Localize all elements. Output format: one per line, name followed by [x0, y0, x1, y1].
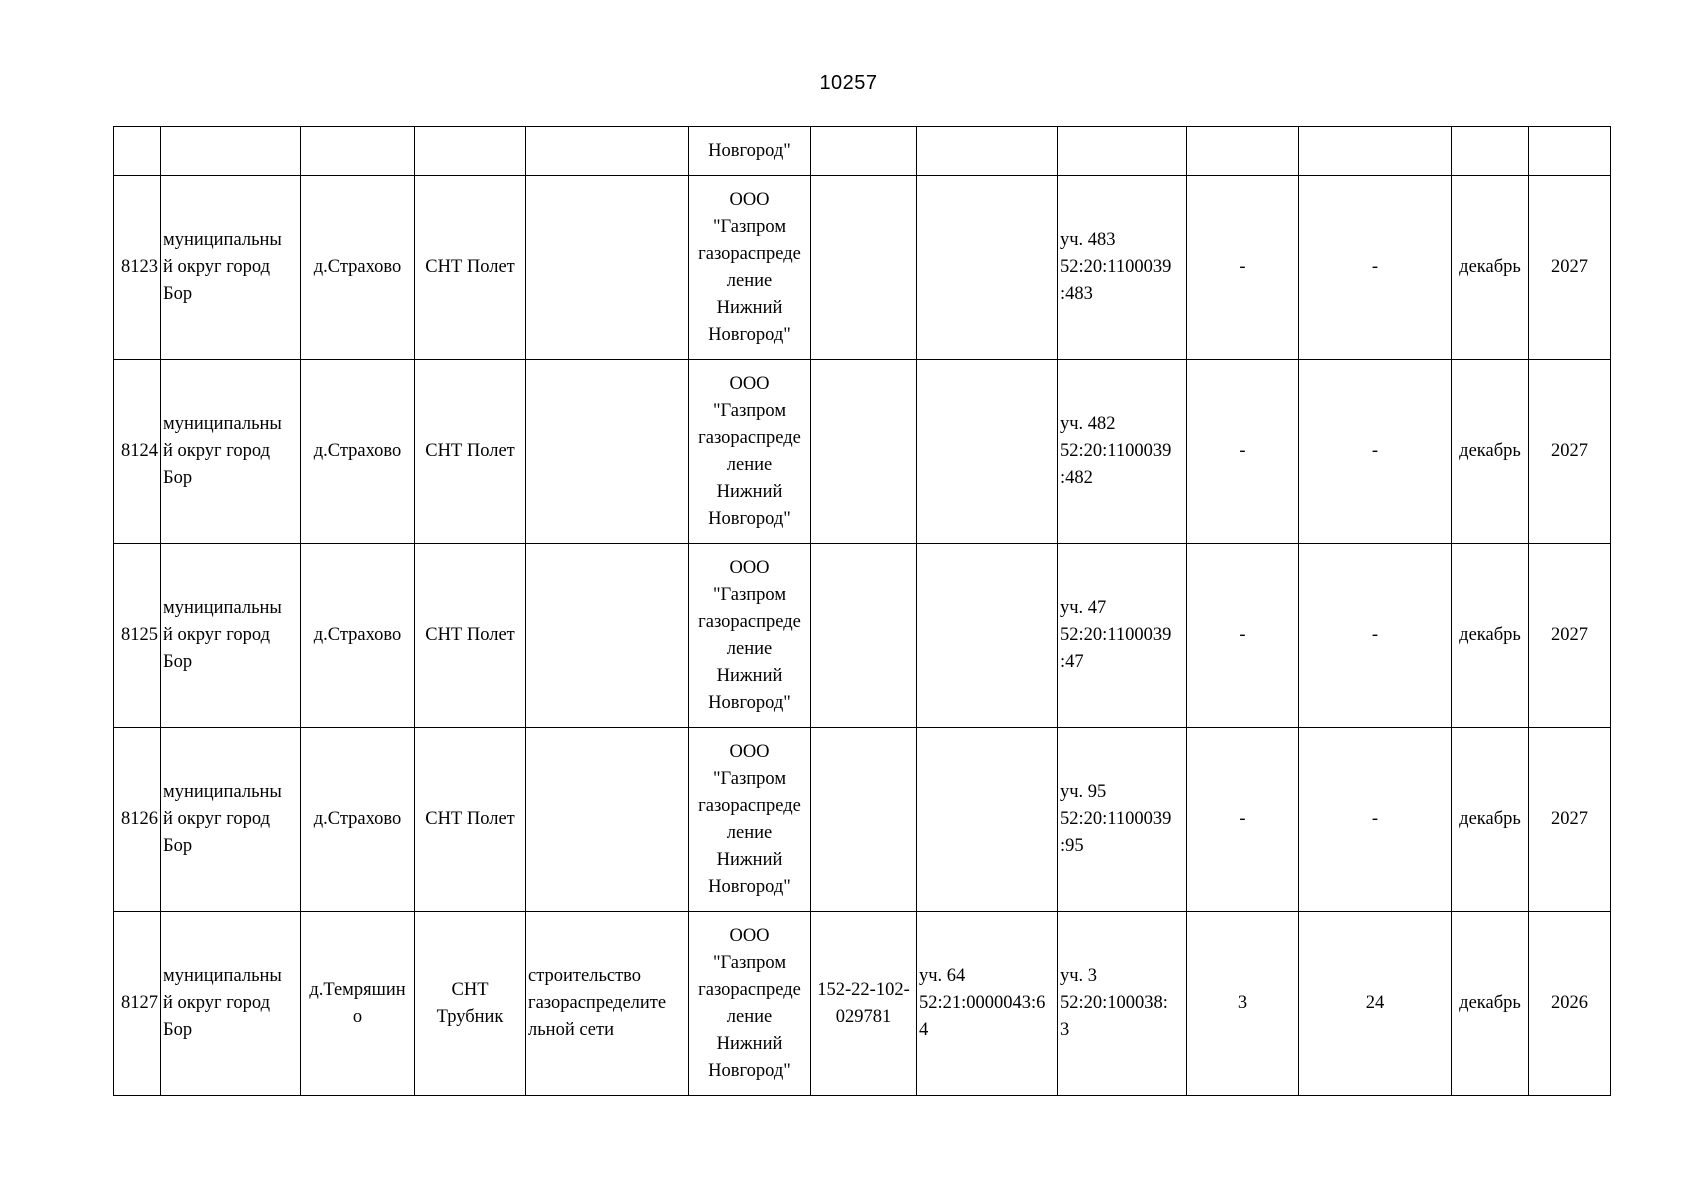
cell-value-b	[1299, 127, 1452, 176]
cell-village	[301, 127, 415, 176]
cell-source-plot	[917, 544, 1058, 728]
cell-num	[114, 728, 161, 912]
snt-line: СНТ Полет	[425, 441, 515, 461]
cell-year	[1529, 728, 1611, 912]
value-b: -	[1371, 809, 1379, 829]
cell-reg-number	[811, 127, 917, 176]
year: 2027	[1551, 809, 1588, 829]
owner-line: ООО	[729, 189, 770, 210]
cell-purpose	[526, 176, 689, 360]
cell-source-plot	[917, 360, 1058, 544]
village-line: д.Страхово	[313, 809, 402, 829]
cell-value-a	[1187, 127, 1299, 176]
registry-table	[113, 126, 1611, 1096]
owner-line: газораспреде	[698, 979, 801, 1000]
municipality-line: й округ город	[163, 809, 270, 829]
cell-owner	[689, 127, 811, 176]
cell-municipality	[161, 912, 301, 1096]
cell-month	[1452, 176, 1529, 360]
cell-source-plot	[917, 912, 1058, 1096]
source-plot-line: 52:21:0000043:6	[919, 993, 1046, 1013]
target-plot-line: уч. 47	[1060, 598, 1107, 618]
snt-line: СНТ Полет	[425, 809, 515, 829]
village-line: д.Страхово	[313, 625, 402, 645]
cell-snt	[415, 544, 526, 728]
cell-snt	[415, 360, 526, 544]
target-plot-line: :47	[1060, 652, 1084, 672]
owner-line: ление	[726, 270, 773, 291]
table-row	[114, 544, 1611, 728]
target-plot-line: уч. 483	[1060, 230, 1116, 250]
month: декабрь	[1459, 809, 1521, 829]
target-plot-line: :482	[1060, 468, 1093, 488]
municipality-line: муниципальны	[163, 230, 282, 250]
owner-line: ООО	[729, 557, 770, 578]
reg-number-line: 029781	[835, 1006, 892, 1027]
owner-line: газораспреде	[698, 611, 801, 632]
municipality-line: муниципальны	[163, 414, 282, 434]
municipality-line: Бор	[163, 284, 193, 304]
table-row	[114, 360, 1611, 544]
cell-target-plot	[1058, 912, 1187, 1096]
year: 2027	[1551, 625, 1588, 645]
cell-value-a	[1187, 544, 1299, 728]
purpose-line: льной сети	[528, 1020, 614, 1040]
cell-value-b	[1299, 728, 1452, 912]
cell-value-a	[1187, 728, 1299, 912]
cell-owner	[689, 176, 811, 360]
month: декабрь	[1459, 257, 1521, 277]
cell-num	[114, 912, 161, 1096]
owner-line: газораспреде	[698, 795, 801, 816]
cell-month	[1452, 127, 1529, 176]
owner-line: ление	[726, 1006, 773, 1027]
cell-purpose	[526, 912, 689, 1096]
owner-line: ление	[726, 638, 773, 659]
target-plot-line: 52:20:100038:	[1060, 993, 1168, 1013]
cell-municipality	[161, 544, 301, 728]
table-row	[114, 912, 1611, 1096]
owner-line: Нижний	[716, 481, 783, 502]
source-plot-line: 4	[919, 1020, 929, 1040]
month: декабрь	[1459, 993, 1521, 1013]
municipality-line: муниципальны	[163, 966, 282, 986]
value-a: -	[1239, 257, 1246, 277]
reg-number-line: 152-22-102-	[817, 979, 910, 1000]
municipality-line: муниципальны	[163, 598, 282, 618]
cell-reg-number	[811, 360, 917, 544]
cell-municipality	[161, 127, 301, 176]
cell-purpose	[526, 544, 689, 728]
cell-reg-number	[811, 176, 917, 360]
cell-snt	[415, 176, 526, 360]
row-number: 8127	[121, 993, 158, 1013]
cell-year	[1529, 544, 1611, 728]
cell-value-b	[1299, 912, 1452, 1096]
target-plot-line: 52:20:1100039	[1060, 625, 1172, 645]
municipality-line: й округ город	[163, 993, 270, 1013]
value-a: 3	[1237, 993, 1248, 1013]
target-plot-line: 3	[1060, 1020, 1070, 1040]
owner-line: ление	[726, 454, 773, 475]
cell-owner	[689, 728, 811, 912]
owner-tail: Новгород"	[708, 140, 791, 161]
cell-owner	[689, 544, 811, 728]
village-line: д.Страхово	[313, 441, 402, 461]
owner-line: "Газпром	[712, 952, 787, 973]
row-number: 8126	[121, 809, 158, 829]
cell-value-a	[1187, 360, 1299, 544]
cell-target-plot	[1058, 360, 1187, 544]
year: 2027	[1551, 441, 1588, 461]
snt-line: СНТ Полет	[425, 625, 515, 645]
cell-num	[114, 360, 161, 544]
table-row	[114, 728, 1611, 912]
value-b: -	[1371, 257, 1379, 277]
cell-village	[301, 544, 415, 728]
cell-snt	[415, 127, 526, 176]
table-row	[114, 176, 1611, 360]
target-plot-line: 52:20:1100039	[1060, 441, 1172, 461]
cell-village	[301, 176, 415, 360]
owner-line: ООО	[729, 741, 770, 762]
snt-line: Трубник	[436, 1006, 504, 1027]
village-line: о	[352, 1006, 363, 1027]
cell-owner	[689, 360, 811, 544]
owner-line: газораспреде	[698, 243, 801, 264]
owner-line: ление	[726, 822, 773, 843]
row-number: 8125	[121, 625, 158, 645]
cell-target-plot	[1058, 176, 1187, 360]
purpose-line: газораспределите	[528, 993, 667, 1013]
year: 2027	[1551, 257, 1588, 277]
owner-line: Нижний	[716, 1033, 783, 1054]
value-a: -	[1239, 809, 1246, 829]
month: декабрь	[1459, 625, 1521, 645]
village-line: д.Страхово	[313, 257, 402, 277]
source-plot-line: уч. 64	[919, 966, 966, 986]
municipality-line: Бор	[163, 468, 193, 488]
cell-source-plot	[917, 127, 1058, 176]
owner-line: ООО	[729, 925, 770, 946]
target-plot-line: уч. 3	[1060, 966, 1098, 986]
cell-num	[114, 127, 161, 176]
cell-purpose	[526, 360, 689, 544]
target-plot-line: :483	[1060, 284, 1093, 304]
cell-purpose	[526, 127, 689, 176]
village-line: д.Темряшин	[309, 979, 406, 1000]
cell-value-b	[1299, 544, 1452, 728]
cell-month	[1452, 912, 1529, 1096]
snt-line: СНТ Полет	[425, 257, 515, 277]
target-plot-line: уч. 482	[1060, 414, 1116, 434]
year: 2026	[1551, 993, 1588, 1013]
value-b: -	[1371, 441, 1379, 461]
continuation-row	[114, 127, 1611, 176]
municipality-line: Бор	[163, 836, 193, 856]
owner-line: Нижний	[716, 665, 783, 686]
cell-municipality	[161, 728, 301, 912]
snt-line: СНТ	[451, 979, 489, 1000]
cell-target-plot	[1058, 728, 1187, 912]
target-plot-line: 52:20:1100039	[1060, 257, 1172, 277]
cell-year	[1529, 360, 1611, 544]
owner-line: "Газпром	[712, 400, 787, 421]
target-plot-line: :95	[1060, 836, 1084, 856]
cell-village	[301, 728, 415, 912]
municipality-line: Бор	[163, 1020, 193, 1040]
owner-line: Новгород"	[708, 692, 791, 713]
owner-line: "Газпром	[712, 768, 787, 789]
owner-line: Новгород"	[708, 508, 791, 529]
cell-month	[1452, 544, 1529, 728]
cell-year	[1529, 912, 1611, 1096]
row-number: 8124	[121, 441, 158, 461]
owner-line: "Газпром	[712, 216, 787, 237]
cell-num	[114, 176, 161, 360]
cell-target-plot	[1058, 544, 1187, 728]
cell-source-plot	[917, 176, 1058, 360]
municipality-line: й округ город	[163, 625, 270, 645]
cell-source-plot	[917, 728, 1058, 912]
cell-value-b	[1299, 360, 1452, 544]
cell-value-b	[1299, 176, 1452, 360]
cell-reg-number	[811, 544, 917, 728]
cell-owner	[689, 912, 811, 1096]
municipality-line: муниципальны	[163, 782, 282, 802]
owner-line: ООО	[729, 373, 770, 394]
value-b: 24	[1365, 993, 1385, 1013]
cell-municipality	[161, 360, 301, 544]
value-b: -	[1371, 625, 1379, 645]
cell-village	[301, 360, 415, 544]
municipality-line: Бор	[163, 652, 193, 672]
value-a: -	[1239, 625, 1246, 645]
cell-reg-number	[811, 728, 917, 912]
cell-year	[1529, 176, 1611, 360]
owner-line: газораспреде	[698, 427, 801, 448]
cell-value-a	[1187, 912, 1299, 1096]
cell-num	[114, 544, 161, 728]
municipality-line: й округ город	[163, 441, 270, 461]
owner-line: "Газпром	[712, 584, 787, 605]
cell-value-a	[1187, 176, 1299, 360]
value-a: -	[1239, 441, 1246, 461]
target-plot-line: уч. 95	[1060, 782, 1107, 802]
purpose-line: строительство	[528, 966, 642, 986]
cell-reg-number	[811, 912, 917, 1096]
cell-month	[1452, 360, 1529, 544]
cell-month	[1452, 728, 1529, 912]
cell-year	[1529, 127, 1611, 176]
owner-line: Новгород"	[708, 1060, 791, 1081]
owner-line: Новгород"	[708, 324, 791, 345]
owner-line: Новгород"	[708, 876, 791, 897]
municipality-line: й округ город	[163, 257, 270, 277]
page-number: 10257	[819, 72, 878, 94]
target-plot-line: 52:20:1100039	[1060, 809, 1172, 829]
cell-snt	[415, 912, 526, 1096]
cell-target-plot	[1058, 127, 1187, 176]
cell-purpose	[526, 728, 689, 912]
cell-municipality	[161, 176, 301, 360]
owner-line: Нижний	[716, 849, 783, 870]
cell-village	[301, 912, 415, 1096]
owner-line: Нижний	[716, 297, 783, 318]
month: декабрь	[1459, 441, 1521, 461]
cell-snt	[415, 728, 526, 912]
row-number: 8123	[121, 257, 158, 277]
